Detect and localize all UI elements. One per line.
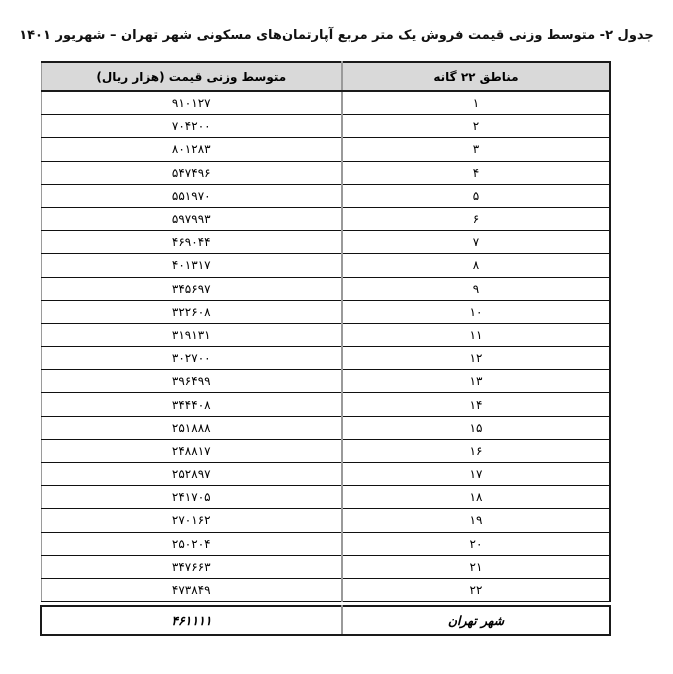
- column-header-price: متوسط وزنی قیمت (هزار ریال): [41, 62, 342, 91]
- cell-price: ۸۰۱۲۸۳: [41, 138, 342, 161]
- table-body: [41, 91, 610, 635]
- table-row: [41, 277, 610, 300]
- cell-region: ۱۲: [342, 347, 610, 370]
- cell-region: ۲۱: [342, 555, 610, 578]
- table-row: [41, 207, 610, 230]
- table-container: [42, 61, 611, 636]
- cell-region: ۲۲: [342, 578, 610, 601]
- cell-region: ۱۳: [342, 370, 610, 393]
- table-row: [41, 138, 610, 161]
- table-row: [41, 300, 610, 323]
- cell-region: ۹: [342, 277, 610, 300]
- cell-region: ۱: [342, 91, 610, 115]
- cell-region: ۱۷: [342, 463, 610, 486]
- table-row: [41, 161, 610, 184]
- cell-price: ۳۰۲۷۰۰: [41, 347, 342, 370]
- table-row: [41, 370, 610, 393]
- cell-price: ۵۵۱۹۷۰: [41, 184, 342, 207]
- table-header: [41, 62, 610, 91]
- cell-region: ۵: [342, 184, 610, 207]
- table-title: جدول ۲- متوسط وزنی قیمت فروش یک متر مربع آپارتمان‌های مسکونی شهر تهران – شهریور ۱۴۰۱: [19, 28, 654, 43]
- housing-price-table: [40, 61, 611, 636]
- cell-region: ۱۸: [342, 486, 610, 509]
- cell-price: ۳۴۴۴۰۸: [41, 393, 342, 416]
- cell-price: ۳۱۹۱۳۱: [41, 323, 342, 346]
- cell-price: ۳۴۷۶۶۳: [41, 555, 342, 578]
- cell-price: ۴۶۹۰۴۴: [41, 231, 342, 254]
- table-row: [41, 463, 610, 486]
- cell-region: ۴: [342, 161, 610, 184]
- cell-price: ۳۹۶۴۹۹: [41, 370, 342, 393]
- table-row: [41, 393, 610, 416]
- cell-price: ۲۷۰۱۶۲: [41, 509, 342, 532]
- cell-region: ۷: [342, 231, 610, 254]
- cell-region: ۱۶: [342, 439, 610, 462]
- cell-price: ۲۴۸۸۱۷: [41, 439, 342, 462]
- table-row: [41, 323, 610, 346]
- cell-price: ۵۴۷۴۹۶: [41, 161, 342, 184]
- cell-price: ۳۴۵۶۹۷: [41, 277, 342, 300]
- cell-region: ۱۴: [342, 393, 610, 416]
- cell-region: ۲: [342, 115, 610, 138]
- cell-price: ۲۵۲۸۹۷: [41, 463, 342, 486]
- cell-price: ۳۲۲۶۰۸: [41, 300, 342, 323]
- cell-price: ۲۵۱۸۸۸: [41, 416, 342, 439]
- cell-region: ۸: [342, 254, 610, 277]
- table-row: [41, 509, 610, 532]
- cell-region: ۶: [342, 207, 610, 230]
- cell-price: ۲۵۰۲۰۴: [41, 532, 342, 555]
- cell-region: ۳: [342, 138, 610, 161]
- cell-total-label: شهر تهران: [342, 606, 610, 635]
- cell-price: ۷۰۴۲۰۰: [41, 115, 342, 138]
- cell-price: ۴۷۳۸۴۹: [41, 578, 342, 601]
- cell-region: ۱۹: [342, 509, 610, 532]
- cell-price: ۹۱۰۱۲۷: [41, 91, 342, 115]
- table-row: [41, 532, 610, 555]
- table-total-row: [41, 606, 610, 635]
- cell-region: ۱۵: [342, 416, 610, 439]
- table-row: [41, 115, 610, 138]
- cell-region: ۱۱: [342, 323, 610, 346]
- table-row: [41, 91, 610, 115]
- cell-total-price: ۴۶۱۱۱۱: [41, 606, 342, 635]
- table-row: [41, 416, 610, 439]
- table-row: [41, 347, 610, 370]
- table-row: [41, 439, 610, 462]
- cell-price: ۵۹۷۹۹۳: [41, 207, 342, 230]
- table-row: [41, 231, 610, 254]
- table-row: [41, 555, 610, 578]
- cell-region: ۲۰: [342, 532, 610, 555]
- column-header-region: مناطق ۲۲ گانه: [342, 62, 610, 91]
- table-row: [41, 254, 610, 277]
- cell-price: ۴۰۱۳۱۷: [41, 254, 342, 277]
- table-row: [41, 486, 610, 509]
- header-row: [41, 62, 610, 91]
- cell-region: ۱۰: [342, 300, 610, 323]
- cell-price: ۲۴۱۷۰۵: [41, 486, 342, 509]
- table-row: [41, 184, 610, 207]
- table-row: [41, 578, 610, 601]
